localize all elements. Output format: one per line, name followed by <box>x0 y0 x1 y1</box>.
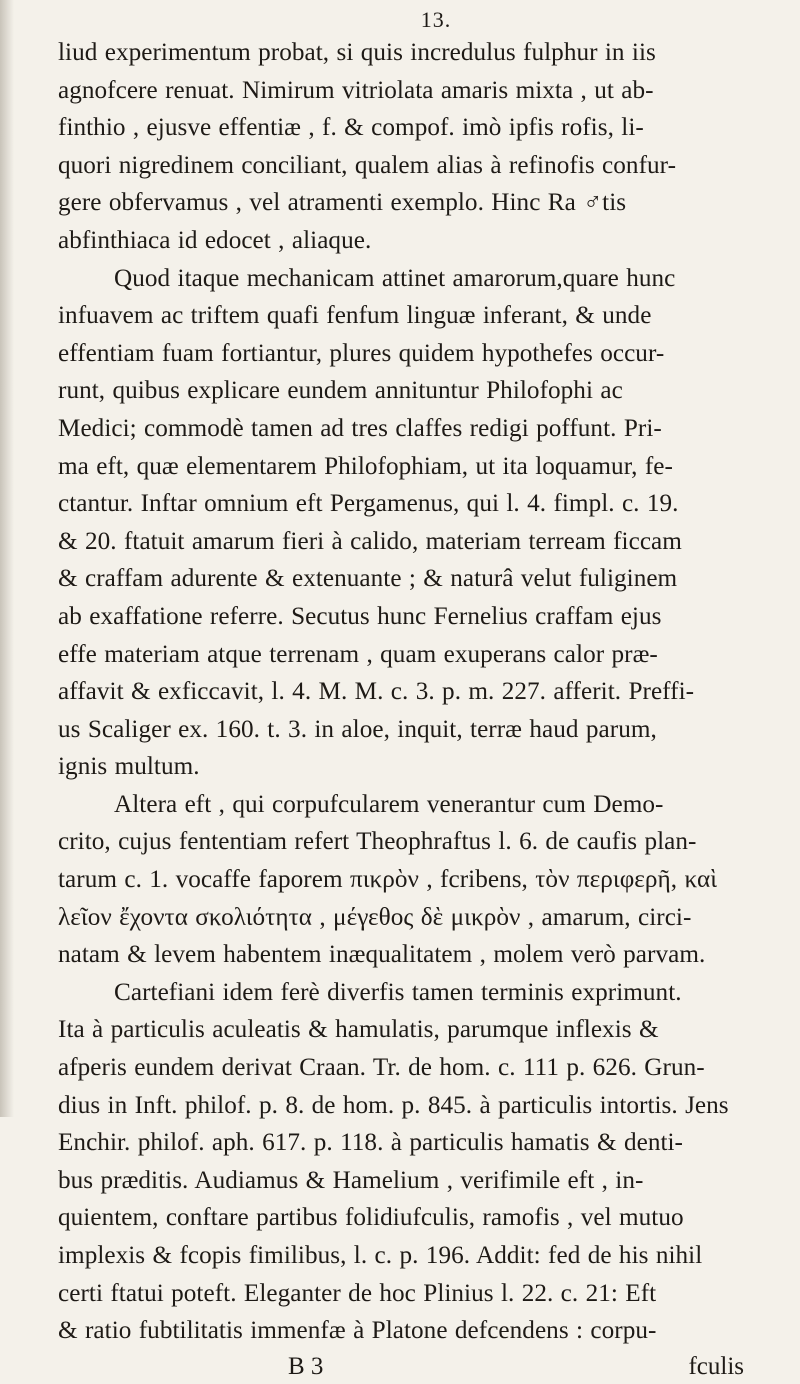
text-line: Enchir. philof. aph. 617. p. 118. à particulis hamatis & denti- <box>58 1129 683 1157</box>
text-line: runt, quibus explicare eundem annituntur Philofophi ac <box>58 377 623 405</box>
text-line: ignis multum. <box>58 753 200 781</box>
text-line: & craffam adurente & extenuante ; & naturâ velut fuliginem <box>58 565 678 593</box>
text-line: finthio , ejusve effentiæ , f. & compof. imò ipfis rofis, li- <box>58 114 644 142</box>
text-line: Ita à particulis aculeatis & hamulatis, parumque inflexis & <box>58 1016 659 1044</box>
text-line: quientem, conftare partibus folidiufculis, ramofis , vel mutuo <box>58 1204 684 1232</box>
text-line: quori nigredinem conciliant, qualem alias à refinofis confur- <box>58 151 677 179</box>
text-line: effentiam fuam fortiantur, plures quidem hypothefes occur- <box>58 339 665 367</box>
text-line: afperis eundem derivat Craan. Tr. de hom. c. 111 p. 626. Grun- <box>58 1054 705 1082</box>
text-line: Quod itaque mechanicam attinet amarorum,quare hunc <box>114 264 676 292</box>
text-line: natam & levem habentem inæqualitatem , molem verò parvam. <box>58 941 706 969</box>
text-line: ma eft, quæ elementarem Philofophiam, ut ita loquamur, fe- <box>58 452 673 480</box>
text-line: abfinthiaca id edocet , aliaque. <box>58 226 372 254</box>
text-line: dius in Inft. philof. p. 8. de hom. p. 845. à particulis intortis. Jens <box>58 1091 729 1119</box>
text-line: effe materiam atque terrenam , quam exuperans calor præ- <box>58 640 658 668</box>
signature-mark: B 3 <box>288 1352 324 1380</box>
text-line: agnofcere renuat. Nimirum vitriolata amaris mixta , ut ab- <box>58 76 654 104</box>
text-line: certi ftatui poteft. Eleganter de hoc Plinius l. 22. c. 21: Eft <box>58 1279 657 1307</box>
text-line: & 20. ftatuit amarum fieri à calido, materiam terream ficcam <box>58 527 682 555</box>
text-line: liud experimentum probat, si quis incredulus fulphur in iis <box>58 39 656 66</box>
text-line: affavit & exficcavit, l. 4. M. M. c. 3. p. m. 227. afferit. Preffi- <box>58 678 695 706</box>
text-line: λεῖον ἔχοντα σκολιότητα , μέγεθος δὲ μικρὸν , amarum, circi- <box>58 903 692 931</box>
text-line: implexis & fcopis fimilibus, l. c. p. 196. Addit: fed de his nihil <box>58 1242 703 1269</box>
text-line: crito, cujus fententiam refert Theophraftus l. 6. de caufis plan- <box>58 828 697 856</box>
text-line: gere obfervamus , vel atramenti exemplo. Hinc Ra ♂tis <box>58 189 627 217</box>
catchword: fculis <box>688 1352 744 1380</box>
body-text <box>58 34 774 1350</box>
text-line: bus præditis. Audiamus & Hamelium , verifimile eft , in- <box>58 1166 644 1194</box>
text-line: & ratio fubtilitatis immenfæ à Platone defcendens : corpu- <box>58 1317 657 1345</box>
text-line: us Scaliger ex. 160. t. 3. in aloe, inquit, terræ haud parum, <box>58 715 657 743</box>
text-line: ab exaffatione referre. Secutus hunc Fernelius craffam ejus <box>58 602 662 630</box>
page-footer <box>58 1350 774 1384</box>
text-line: Cartefiani idem ferè diverfis tamen terminis exprimunt. <box>114 978 682 1006</box>
text-line: Medici; commodè tamen ad tres claffes redigi poffunt. Pri- <box>58 414 662 442</box>
page-number: 13. <box>420 7 452 32</box>
text-line: infuavem ac triftem quafi fenfum linguæ inferant, & unde <box>58 302 652 330</box>
text-line: tarum c. 1. vocaffe faporem πικρὸν , fcribens, τὸν περιφερῆ, καὶ <box>58 866 718 894</box>
page-gutter-shadow <box>0 0 14 1117</box>
text-line: ctantur. Inftar omnium eft Pergamenus, qui l. 4. fimpl. c. 19. <box>58 490 679 518</box>
text-line: Altera eft , qui corpufcularem venerantur cum Demo- <box>114 790 664 818</box>
